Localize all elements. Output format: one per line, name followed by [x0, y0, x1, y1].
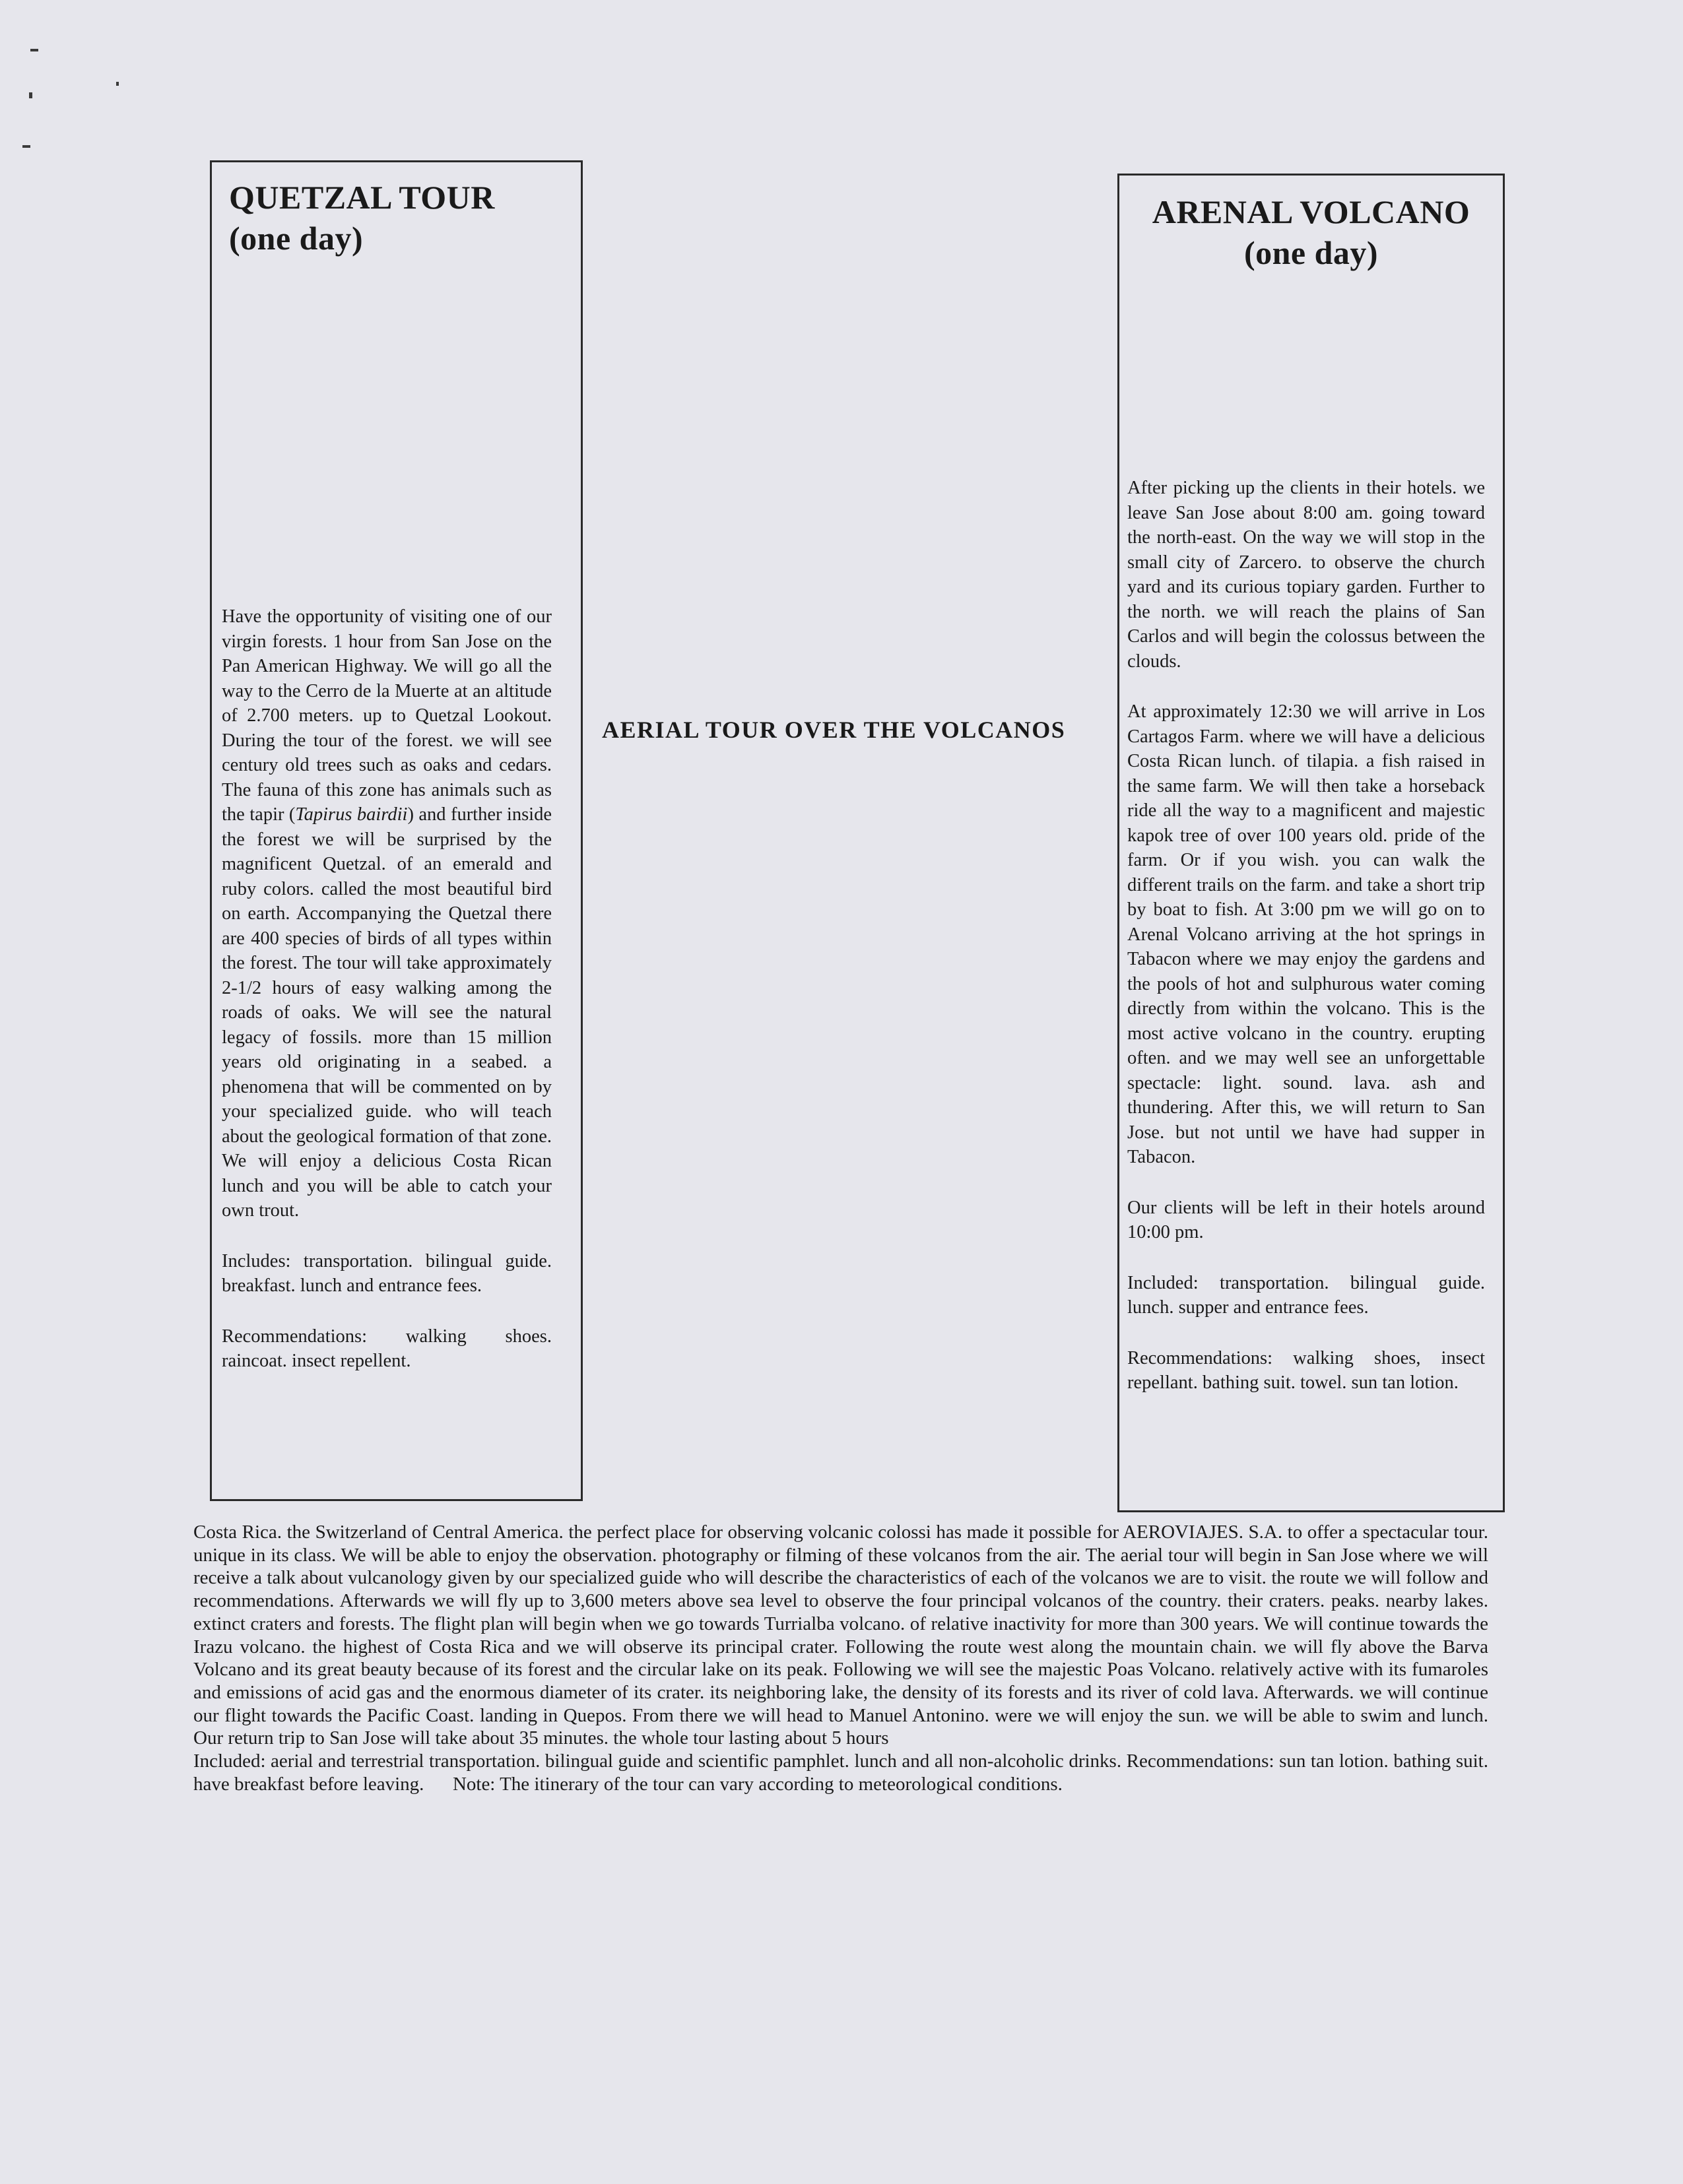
paper-speck — [116, 82, 119, 86]
arenal-paragraph-2: At approximately 12:30 we will arrive in Los Cartagos Farm. where we will have a delicious Costa Rican lunch. of tilapia. a fish raised in the same farm. We will then take a horseback ride all the way to a magnificent and majestic kapok tree of over 100 years old. pride of the farm. Or if you wish. you can walk the different trails on the farm. and take a short trip by boat to fish. At 3:00 pm we will go on to Arenal Volcano arriving at the hot springs in Tabacon where we may enjoy the gardens and the pools of hot and sulphurous water coming directly from within the volcano. This is the most active volcano in the country. erupting often. and we may well see an unforgettable spectacle: light. sound. lava. ash and thundering. After this, we will return to San Jose. but not until we have had supper in Tabacon. — [1127, 701, 1485, 1167]
arenal-paragraph-3: Our clients will be left in their hotels around 10:00 pm. — [1127, 1197, 1485, 1242]
arenal-volcano-subtitle: (one day) — [1243, 234, 1379, 271]
arenal-recommendations: Recommendations: walking shoes, insect repellant. bathing suit. towel. sun tan lotion. — [1127, 1347, 1485, 1393]
paper-speck — [29, 92, 32, 98]
arenal-volcano-title: ARENAL VOLCANO — [1152, 193, 1470, 230]
quetzal-tour-description: Have the opportunity of visiting one of our virgin forests. 1 hour from San Jose on the Pan American Highway. We will go all the way to the Cerro de la Muerte at an altitude of 2.700 meters. up to Quetzal Lookout. During the tour of the forest. we will see century old trees such as oaks and cedars. The fauna of this zone has animals such as the tapir (Tapirus bairdii) and further inside the forest we will be surprised by the magnificent Quetzal. of an emerald and ruby colors. called the most beautiful bird on earth. Accompanying the Quetzal there are 400 species of birds of all types within the forest. The tour will take approximately 2-1/2 hours of easy walking among the roads of oaks. We will see the natural legacy of fossils. more than 15 million years old originating in a seabed. a phenomena that will be commented on by your specialized guide. who will teach about the geological formation of that zone. We will enjoy a delicious Costa Rican lunch and you will be able to catch your own trout. — [222, 606, 552, 1221]
arenal-included: Included: transportation. bilingual guide. lunch. supper and entrance fees. — [1127, 1272, 1485, 1318]
quetzal-tour-recommendations: Recommendations: walking shoes. raincoat. insect repellent. — [222, 1326, 552, 1371]
quetzal-tour-title: QUETZAL TOUR — [229, 179, 495, 216]
aerial-tour-footer — [193, 1750, 1488, 1795]
quetzal-tour-text — [222, 604, 552, 1399]
quetzal-tour-box — [210, 160, 583, 1501]
arenal-volcano-heading — [1119, 191, 1503, 273]
aerial-tour-included: Included: aerial and terrestrial transportation. bilingual guide and scientific pamphlet. lunch and all non-alcoholic drinks. Recommendations: sun tan lotion. bathing suit. have breakfast before leaving. — [193, 1750, 1488, 1795]
aerial-tour-description: Costa Rica. the Switzerland of Central America. the perfect place for observing volcanic colossi has made it possible for AEROVIAJES. S.A. to offer a spectacular tour. unique in its class. We will be able to enjoy the observation. photography or filming of these volcanos from the air. The aerial tour will begin in San Jose where we will receive a talk about vulcanology given by our specialized guide who will describe the characteristics of each of the volcanos we are to visit. the route we will follow and recommendations. Afterwards we will fly up to 3,600 meters above sea level to observe the four principal volcanos of the country. their craters. peaks. nearby lakes. extinct craters and forests. The flight plan will begin when we go towards Turrialba volcano. of relative inactivity for more than 300 years. We will continue towards the Irazu volcano. the highest of Costa Rica and we will observe its principal crater. Following the route west along the mountain chain. we will fly above the Barva Volcano and its great beauty because of its forest and the circular lake on its peak. Following we will see the majestic Poas Volcano. relatively active with its fumaroles and emissions of acid gas and the enormous diameter of its crater. its neighboring lake, the density of its forests and its river of cold lava. Afterwards. we will continue our flight towards the Pacific Coast. landing in Quepos. From there we will head to Manuel Antonino. were we will enjoy the sun. we will be able to swim and lunch. Our return trip to San Jose will take about 35 minutes. the whole tour lasting about 5 hours — [193, 1522, 1488, 1749]
paper-speck — [30, 49, 38, 51]
aerial-tour-text — [193, 1521, 1488, 1795]
quetzal-tour-heading — [229, 177, 495, 259]
paper-speck — [22, 145, 30, 148]
tapir-species-name: Tapirus bairdii — [295, 804, 408, 825]
aerial-tour-title: AERIAL TOUR OVER THE VOLCANOS — [602, 717, 1066, 743]
arenal-paragraph-1: After picking up the clients in their hotels. we leave San Jose about 8:00 am. going toward the north-east. On the way we will stop in the small city of Zarcero. to observe the church yard and its curious topiary garden. Further to the north. we will reach the plains of San Carlos and will begin the colossus between the clouds. — [1127, 478, 1485, 672]
quetzal-tour-subtitle: (one day) — [229, 220, 364, 257]
aerial-tour-note: Note: The itinerary of the tour can vary according to meteorological conditions. — [452, 1773, 1063, 1795]
quetzal-tour-includes: Includes: transportation. bilingual guide. breakfast. lunch and entrance fees. — [222, 1250, 552, 1296]
arenal-volcano-text — [1127, 476, 1485, 1421]
arenal-volcano-box — [1117, 174, 1505, 1512]
